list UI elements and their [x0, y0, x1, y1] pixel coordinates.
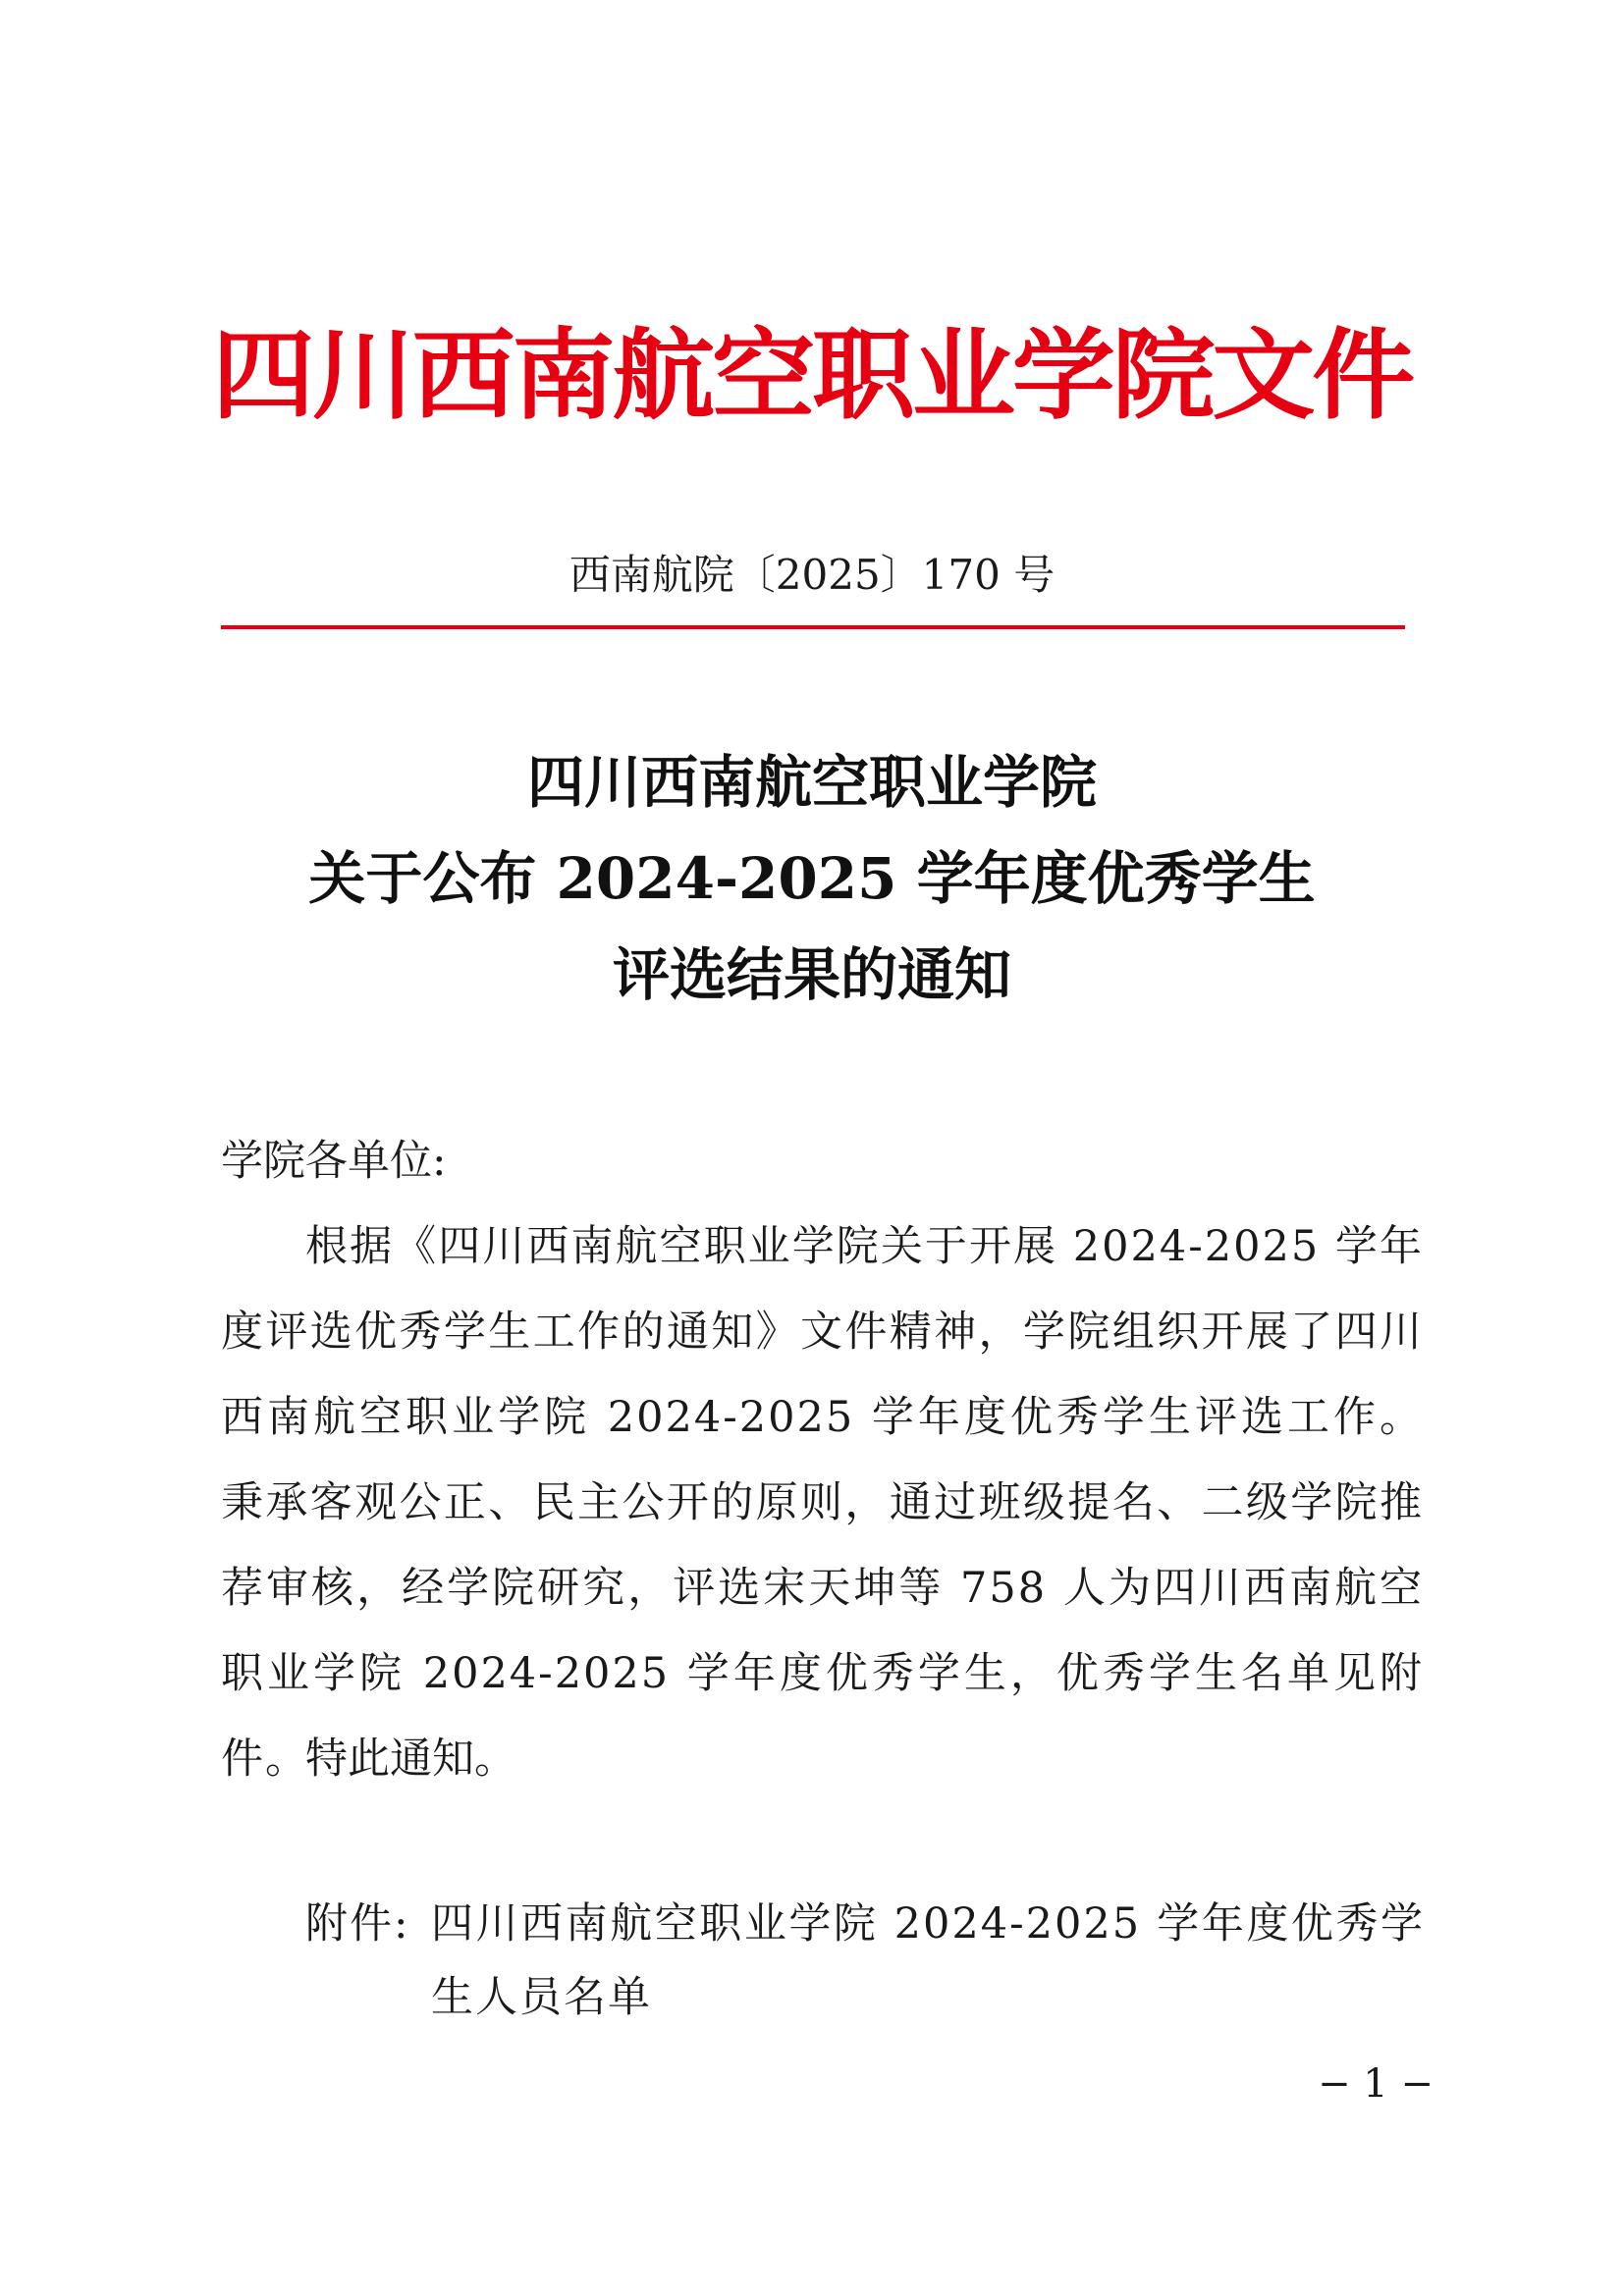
red-divider-line — [221, 625, 1405, 629]
document-number: 西南航院〔2025〕170 号 — [568, 551, 1056, 599]
salutation: 学院各单位: — [221, 1137, 447, 1186]
title-line-2: 关于公布 2024-2025 学年度优秀学生 — [308, 845, 1316, 912]
page-number: − 1 − — [1318, 2061, 1434, 2107]
attachment-text: 四川西南航空职业学院 2024-2025 学年度优秀学生人员名单 — [431, 1899, 1425, 2022]
attachment-label: 附件: — [305, 1899, 410, 1949]
document-masthead: 四川西南航空职业学院文件 — [211, 318, 1413, 433]
attachment-note — [305, 1888, 1425, 2035]
body-paragraph: 根据《四川西南航空职业学院关于开展 2024-2025 学年度评选优秀学生工作的通知》文件精神，学院组织开展了四川西南航空职业学院 2024-2025 学年度优秀学生评选工作。秉承客观公正、民主公开的原则，通过班级提名、二级学院推荐审核，经学院研究，评选宋天坤等 758 人为四川西南航空职业学院 2024-2025 学年度优秀学生，优秀学生名单见附件。 — [221, 1222, 1424, 1784]
title-line-3: 评选结果的通知 — [612, 941, 1011, 1008]
title-line-1: 四川西南航空职业学院 — [526, 749, 1097, 816]
document-title — [0, 734, 1624, 1023]
closing-remark: 特此通知。 — [305, 1735, 516, 1784]
